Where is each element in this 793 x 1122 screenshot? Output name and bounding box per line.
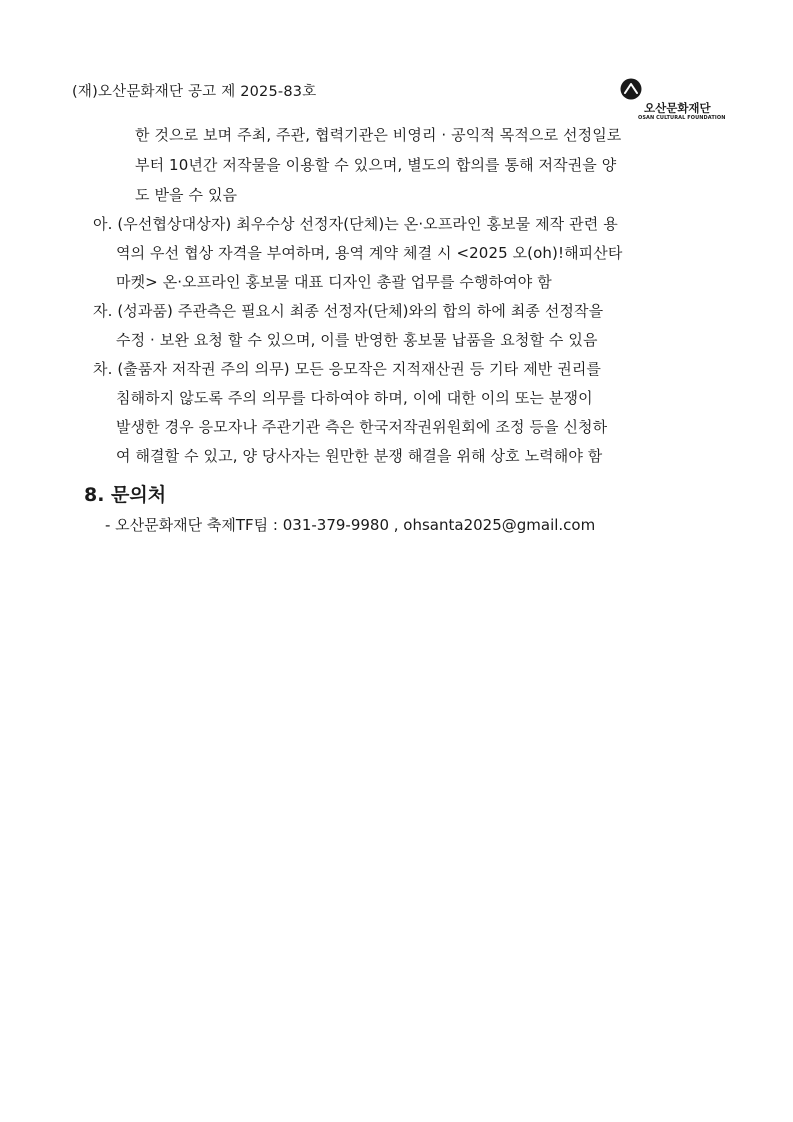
body-line: 발생한 경우 응모자나 주관기관 측은 한국저작권위원회에 조정 등을 신청하 — [116, 418, 608, 436]
foundation-logo — [612, 76, 726, 124]
body-line: 도 받을 수 있음 — [135, 186, 238, 204]
body-line: 마켓> 온·오프라인 홍보물 대표 디자인 총괄 업무를 수행하여야 함 — [116, 273, 552, 291]
logo-name: 오산문화재단 — [644, 101, 711, 115]
body-line: 여 해결할 수 있고, 양 당사자는 원만한 분쟁 해결을 위해 상호 노력해야 함 — [116, 447, 603, 465]
body-line: 자. (성과품) 주관측은 필요시 최종 선정자(단체)와의 합의 하에 최종 선정작을 — [93, 302, 604, 320]
notice-number: (재)오산문화재단 공고 제 2025-83호 — [72, 84, 317, 100]
body-line: 아. (우선협상대상자) 최우수상 선정자(단체)는 온·오프라인 홍보물 제작 관련 용 — [93, 215, 618, 233]
body-line: 수정 · 보완 요청 할 수 있으며, 이를 반영한 홍보물 납품을 요청할 수 있음 — [116, 331, 598, 349]
foundation-logo-icon — [620, 78, 642, 100]
section-title: 8. 문의처 — [84, 484, 167, 506]
body-line: 차. (출품자 저작권 주의 의무) 모든 응모작은 지적재산권 등 기타 제반 권리를 — [93, 360, 602, 378]
logo-english-name: OSAN CULTURAL FOUNDATION — [638, 115, 726, 121]
contact-info: - 오산문화재단 축제TF팀 : 031-379-9980 , ohsanta2025@gmail.com — [105, 516, 596, 534]
body-line: 부터 10년간 저작물을 이용할 수 있으며, 별도의 합의를 통해 저작권을 양 — [135, 156, 617, 174]
body-line: 침해하지 않도록 주의 의무를 다하여야 하며, 이에 대한 이의 또는 분쟁이 — [116, 389, 593, 407]
body-line: 역의 우선 협상 자격을 부여하며, 용역 계약 체결 시 <2025 오(oh)!해피산타 — [116, 244, 623, 262]
body-line: 한 것으로 보며 주최, 주관, 협력기관은 비영리 · 공익적 목적으로 선정일로 — [135, 126, 622, 144]
